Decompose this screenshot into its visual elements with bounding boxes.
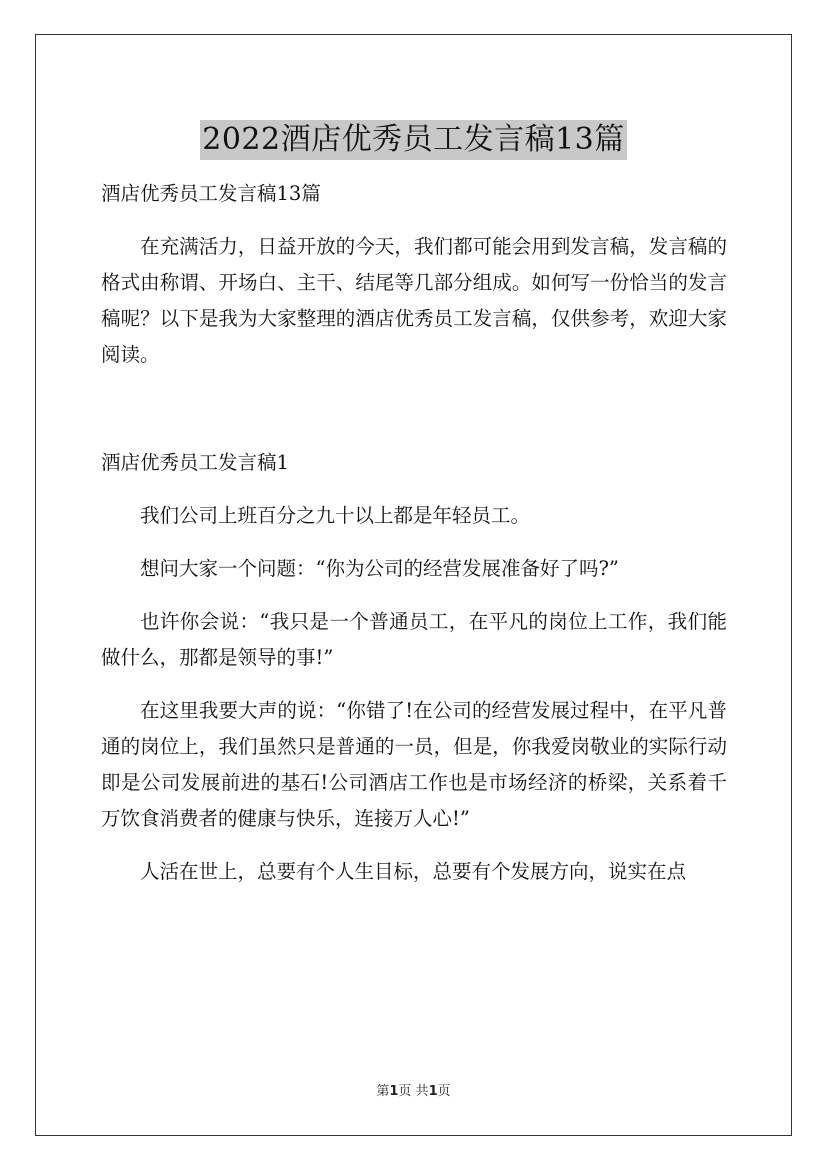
- page-mid: 页 共: [398, 1084, 429, 1099]
- document-body: [101, 176, 727, 890]
- page-footer: [0, 1084, 827, 1100]
- page-current: 1: [389, 1084, 399, 1099]
- section-heading: 酒店优秀员工发言稿1: [101, 451, 289, 474]
- body-paragraph: 人活在世上，总要有个人生目标，总要有个发展方向，说实在点: [140, 860, 687, 883]
- page-total: 1: [428, 1084, 438, 1099]
- body-paragraph: 也许你会说：“我只是一个普通员工，在平凡的岗位上工作，我们能做什么，那都是领导的事!”: [101, 610, 727, 669]
- intro-paragraph: 在充满活力，日益开放的今天，我们都可能会用到发言稿，发言稿的格式由称谓、开场白、主干、结尾等几部分组成。如何写一份恰当的发言稿呢？以下是我为大家整理的酒店优秀员工发言稿，仅供参考，欢迎大家阅读。: [101, 235, 727, 366]
- body-paragraph: 想问大家一个问题：“你为公司的经营发展准备好了吗?”: [140, 557, 619, 580]
- title-container: [0, 100, 827, 180]
- body-paragraph: 我们公司上班百分之九十以上都是年轻员工。: [140, 504, 531, 527]
- document-subtitle: 酒店优秀员工发言稿13篇: [101, 182, 321, 205]
- page-suffix: 页: [437, 1084, 451, 1099]
- body-paragraph: 在这里我要大声的说：“你错了!在公司的经营发展过程中，在平凡普通的岗位上，我们虽然只是普通的一员，但是，你我爱岗敬业的实际行动即是公司发展前进的基石!公司酒店工作也是市场经济的桥梁，关系着千万饮食消费者的健康与快乐，连接万人心!”: [101, 699, 727, 830]
- page-prefix: 第: [376, 1084, 390, 1099]
- document-title: 2022酒店优秀员工发言稿13篇: [200, 120, 627, 160]
